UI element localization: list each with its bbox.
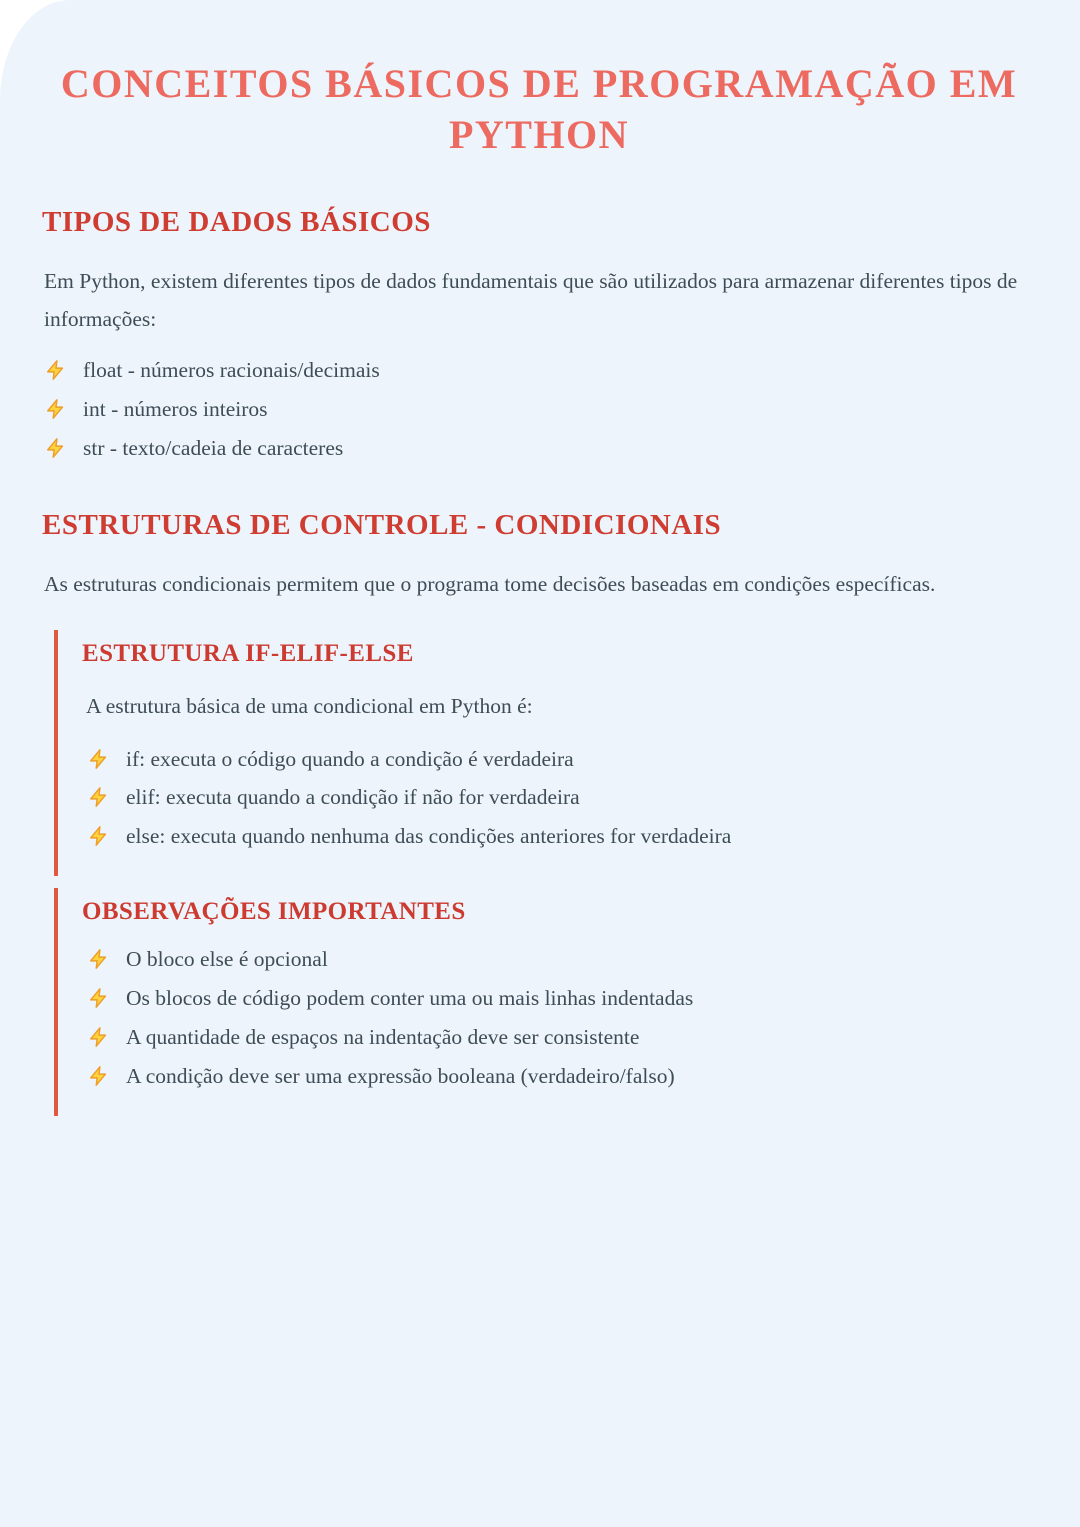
subsection-if-elif-else <box>54 630 1036 877</box>
subsection-heading: OBSERVAÇÕES IMPORTANTES <box>82 898 466 926</box>
list-item-text: else: executa quando nenhuma das condições anteriores for verdadeira <box>126 824 732 849</box>
data-types-list <box>42 357 1036 463</box>
list-item-text: str - texto/cadeia de caracteres <box>83 435 344 460</box>
if-elif-else-list <box>82 746 1036 852</box>
list-item <box>45 357 1036 385</box>
list-item <box>88 746 1036 774</box>
lightning-bolt-icon <box>88 1026 110 1048</box>
list-item <box>88 1024 1036 1052</box>
lightning-bolt-icon <box>88 1065 110 1087</box>
list-item <box>88 784 1036 812</box>
subsection-observacoes-importantes <box>54 888 1036 1116</box>
section-heading: ESTRUTURAS DE CONTROLE - CONDICIONAIS <box>42 508 722 541</box>
list-item <box>45 435 1036 463</box>
page-title-line2: PYTHON <box>448 112 630 158</box>
lightning-bolt-icon <box>45 359 67 381</box>
section-heading: TIPOS DE DADOS BÁSICOS <box>42 206 431 239</box>
lightning-bolt-icon <box>88 748 110 770</box>
page-title <box>54 58 1024 160</box>
lightning-bolt-icon <box>45 398 67 420</box>
list-item-text: float - números racionais/decimais <box>83 358 380 383</box>
section-estruturas-de-controle <box>42 509 1036 1116</box>
lightning-bolt-icon <box>88 987 110 1009</box>
section-intro: As estruturas condicionais permitem que o programa tome decisões baseadas em condições específicas. <box>44 571 936 596</box>
list-item <box>88 985 1036 1013</box>
section-tipos-de-dados-basicos <box>42 206 1036 462</box>
list-item-text: Os blocos de código podem conter uma ou mais linhas indentadas <box>126 986 694 1011</box>
list-item-text: A quantidade de espaços na indentação deve ser consistente <box>126 1025 640 1050</box>
list-item <box>88 823 1036 851</box>
list-item-text: elif: executa quando a condição if não for verdadeira <box>126 785 580 810</box>
list-item-text: if: executa o código quando a condição é verdadeira <box>126 746 574 771</box>
lightning-bolt-icon <box>88 786 110 808</box>
subsection-intro: A estrutura básica de uma condicional em Python é: <box>86 693 533 718</box>
observacoes-list <box>82 946 1036 1091</box>
list-item <box>45 396 1036 424</box>
list-item-text: A condição deve ser uma expressão booleana (verdadeiro/falso) <box>126 1064 675 1089</box>
page-title-line1: CONCEITOS BÁSICOS DE PROGRAMAÇÃO EM <box>60 61 1018 106</box>
section-intro: Em Python, existem diferentes tipos de dados fundamentais que são utilizados para armazenar diferentes tipos de informações: <box>44 269 1018 332</box>
list-item-text: O bloco else é opcional <box>126 947 328 972</box>
lightning-bolt-icon <box>45 437 67 459</box>
lightning-bolt-icon <box>88 825 110 847</box>
subsection-heading: ESTRUTURA IF-ELIF-ELSE <box>82 639 414 667</box>
list-item-text: int - números inteiros <box>83 396 268 421</box>
list-item <box>88 1063 1036 1091</box>
lightning-bolt-icon <box>88 948 110 970</box>
list-item <box>88 946 1036 974</box>
